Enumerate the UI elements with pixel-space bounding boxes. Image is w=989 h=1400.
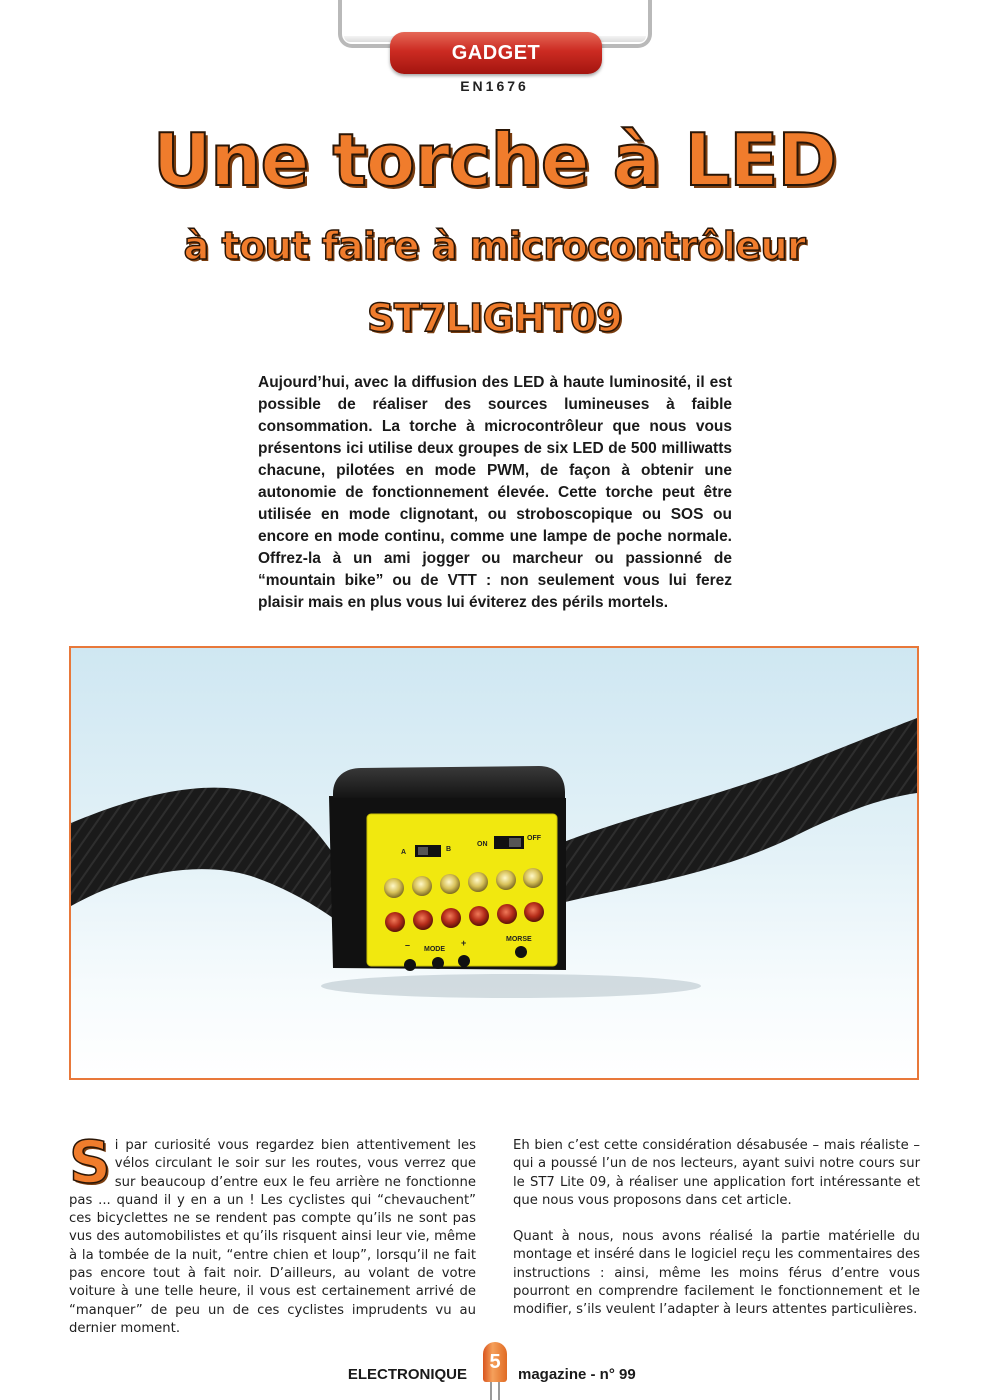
page-number: 5	[489, 1350, 501, 1373]
enclosure-lid	[333, 766, 565, 798]
led-red-6	[524, 902, 544, 922]
led-white-3	[440, 874, 460, 894]
led-red-1	[385, 912, 405, 932]
product-photo	[69, 646, 919, 1080]
minus-label: –	[405, 940, 411, 950]
led-white-4	[468, 872, 488, 892]
article-subtitle: à tout faire à microcontrôleur	[183, 224, 806, 268]
led-torch-illustration	[71, 648, 917, 1078]
page-footer	[0, 1340, 989, 1390]
body-paragraph	[69, 1128, 476, 1338]
section-label: GADGET	[451, 41, 541, 64]
off-label: OFF	[527, 835, 541, 842]
led-red-4	[469, 906, 489, 926]
plus-button-icon	[458, 955, 470, 967]
strap-right	[561, 718, 917, 903]
plus-label: +	[461, 938, 467, 948]
led-white-6	[523, 868, 543, 888]
led-red-2	[413, 910, 433, 930]
led-white-2	[412, 876, 432, 896]
led-red-5	[497, 904, 517, 924]
body-column-right	[513, 1137, 920, 1320]
led-white-5	[496, 870, 516, 890]
section-tab	[390, 32, 602, 74]
article-title: Une torche à LED	[152, 118, 837, 202]
drop-cap: S	[69, 1128, 111, 1196]
strap-left	[71, 788, 333, 918]
mode-button-icon	[432, 957, 444, 969]
switch-b-label: B	[446, 846, 452, 853]
box-shadow	[321, 974, 701, 998]
mode-label: MODE	[424, 946, 445, 953]
body-paragraph: Quant à nous, nous avons réalisé la partie matérielle du montage et inséré dans le logiciel reçu les commentaires des instructions : ainsi, même les moins férus d’entre vous pourront en comprendre facilement le fonctionnement et le modifier, s’ils veulent l’adapter à leurs attentes particulières.	[513, 1229, 920, 1318]
led-white-1	[384, 878, 404, 898]
footer-magazine-name: ELECTRONIQUE	[347, 1366, 467, 1383]
body-column-left	[69, 1128, 476, 1338]
morse-button-icon	[515, 946, 527, 958]
footer-issue: magazine - n° 99	[518, 1366, 636, 1383]
led-red-3	[441, 908, 461, 928]
morse-label: MORSE	[506, 936, 532, 943]
intro-paragraph: Aujourd’hui, avec la diffusion des LED à haute luminosité, il est possible de réaliser des sources lumineuses à faible consommation. La torche à microcontrôleur que nous vous présentons ici utilise deux groupes de six LED de 500 milliwatts chacune, pilotées en mode PWM, de façon à obtenir une autonomie de fonctionnement élevée. Cette torche peut être utilisée en mode clignotant, ou stroboscopique ou SOS ou encore en mode continu, comme une lampe de poche normale. Offrez-la à un ami jogger ou marcheur ou passionné de “mountain bike” ou de VTT : non seulement vous lui ferez plaisir mais en plus vous lui éviterez des périls mortels.	[258, 374, 732, 611]
body-paragraph-text: i par curiosité vous regardez bien attentivement les vélos circulant le soir sur les routes, vous verrez que sur beaucoup d’entre eux le feu arrière ne fonctionne pas ... quand il y en a un ! Les cyclistes qui “chevauchent” ces bicyclettes ne se rendent pas compte qu’ils ne sont pas vus des automobilistes et qu’ils risquent ainsi leur vie, même à la tombée de la nuit, “entre chien et loup”, lorsqu’il ne fait pas encore tout à fait noir. D’ailleurs, au volant de votre voiture à une telle heure, il vous est certainement arrivé de “manquer” de peu un de ces cyclistes imprudents vu au dernier moment.	[69, 1138, 476, 1336]
minus-button-icon	[404, 959, 416, 971]
page-number-led-icon	[481, 1340, 509, 1400]
body-paragraph: Eh bien c’est cette considération désabusée – mais réaliste – qui a poussé l’un de nos lecteurs, ayant suivi notre cours sur le ST7 Lite 09, à réaliser une application fort intéressante et que nous vous proposons dans cet article.	[513, 1138, 920, 1208]
switch-a-label: A	[401, 849, 407, 856]
article-reference: EN1676	[460, 78, 529, 94]
article-chip-name: ST7LIGHT09	[367, 296, 622, 340]
on-label: ON	[477, 841, 488, 848]
